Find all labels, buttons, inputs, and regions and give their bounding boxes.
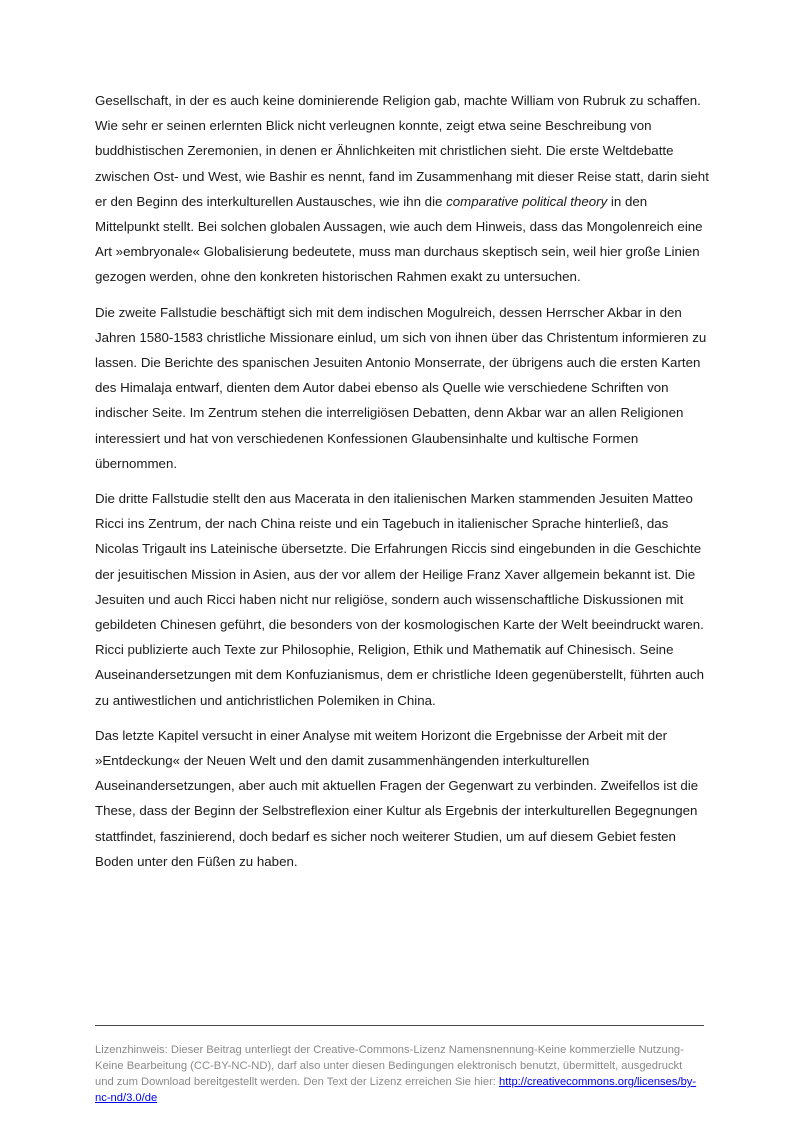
license-footer xyxy=(95,1025,704,1106)
paragraph-4: Das letzte Kapitel versucht in einer Analyse mit weitem Horizont die Ergebnisse der Arbeit mit der »Entdeckung« der Neuen Welt und den damit zusammenhängenden interkulturellen Auseinandersetzungen, aber auch mit aktuellen Fragen der Gegenwart zu verbinden. Zweifellos ist die These, dass der Beginn der Selbstreflexion einer Kultur als Ergebnis der interkulturellen Begegnungen stattfindet, faszinierend, doch bedarf es sicher noch weiterer Studien, um auf diesem Gebiet festen Boden unter den Füßen zu haben. xyxy=(95,727,699,869)
paragraph-1-text-b: in den Mittelpunkt stellt. Bei solchen globalen Aussagen, wie auch dem Hinweis, dass das Mongolenreich eine Art »embryonale« Globalisierung bedeutete, muss man durchaus skeptisch sein, weil hier große Linien gezogen werden, ohne den konkreten historischen Rahmen exakt zu untersuchen. xyxy=(95,193,703,285)
license-link[interactable]: http://creativecommons.org/licenses/by-nc-nd/3.0/de xyxy=(95,1076,697,1104)
footer-divider xyxy=(95,1025,704,1026)
paragraph-3: Die dritte Fallstudie stellt den aus Macerata in den italienischen Marken stammenden Jesuiten Matteo Ricci ins Zentrum, der nach China reiste und ein Tagebuch in italienischer Sprache hinterließ, das Nicolas Trigault ins Lateinische übersetzte. Die Erfahrungen Riccis sind eingebunden in die Geschichte der jesuitischen Mission in Asien, aus der vor allem der Heilige Franz Xaver allgemein bekannt ist. Die Jesuiten und auch Ricci haben nicht nur religiöse, sondern auch wissenschaftliche Diskussionen mit gebildeten Chinesen geführt, die besonders von der kosmologischen Karte der Welt beeindruckt waren. Ricci publizierte auch Texte zur Philosophie, Religion, Ethik und Mathematik auf Chinesisch. Seine Auseinandersetzungen mit dem Konfuzianismus, dem er christliche Ideen gegenüberstellt, führten auch zu antiwestlichen und antichristlichen Polemiken in China. xyxy=(95,491,705,708)
document-body xyxy=(95,88,710,884)
paragraph-2: Die zweite Fallstudie beschäftigt sich mit dem indischen Mogulreich, dessen Herrscher Akbar in den Jahren 1580-1583 christliche Missionare einlud, um sich von ihnen über das Christentum informieren zu lassen. Die Berichte des spanischen Jesuiten Antonio Monserrate, der übrigens auch die ersten Karten des Himalaja entwarf, dienten dem Autor dabei ebenso als Quelle wie verschiedene Schriften von indischer Seite. Im Zentrum stehen die interreligiösen Debatten, denn Akbar war an allen Religionen interessiert und hat von verschiedenen Konfessionen Glaubensinhalte und kultische Formen übernommen. xyxy=(95,304,707,471)
paragraph-1-text-a: Gesellschaft, in der es auch keine dominierende Religion gab, machte William von Rubruk zu schaffen. Wie sehr er seinen erlernten Blick nicht verleugnen konnte, zeigt etwa seine Beschreibung von buddhistischen Zeremonien, in denen er Ähnlichkeiten mit christlichen sieht. Die erste Weltdebatte zwischen Ost- und West, wie Bashir es nennt, fand im Zusammenhang mit dieser Reise statt, darin sieht er den Beginn des interkulturellen Austausches, wie ihn die xyxy=(95,93,709,209)
license-text: Lizenzhinweis: Dieser Beitrag unterliegt der Creative-Commons-Lizenz Namensnennung-Keine kommerzielle Nutzung-Keine Bearbeitung (CC-BY-NC-ND), darf also unter diesen Bedingungen elektronisch benutzt, übermittelt, ausgedruckt und zum Download bereitgestellt werden. Den Text der Lizenz erreichen Sie hier: xyxy=(95,1044,684,1088)
license-notice xyxy=(95,1042,704,1106)
paragraph-1-emphasis: comparative political theory xyxy=(446,193,608,209)
paragraph-1 xyxy=(95,88,710,290)
